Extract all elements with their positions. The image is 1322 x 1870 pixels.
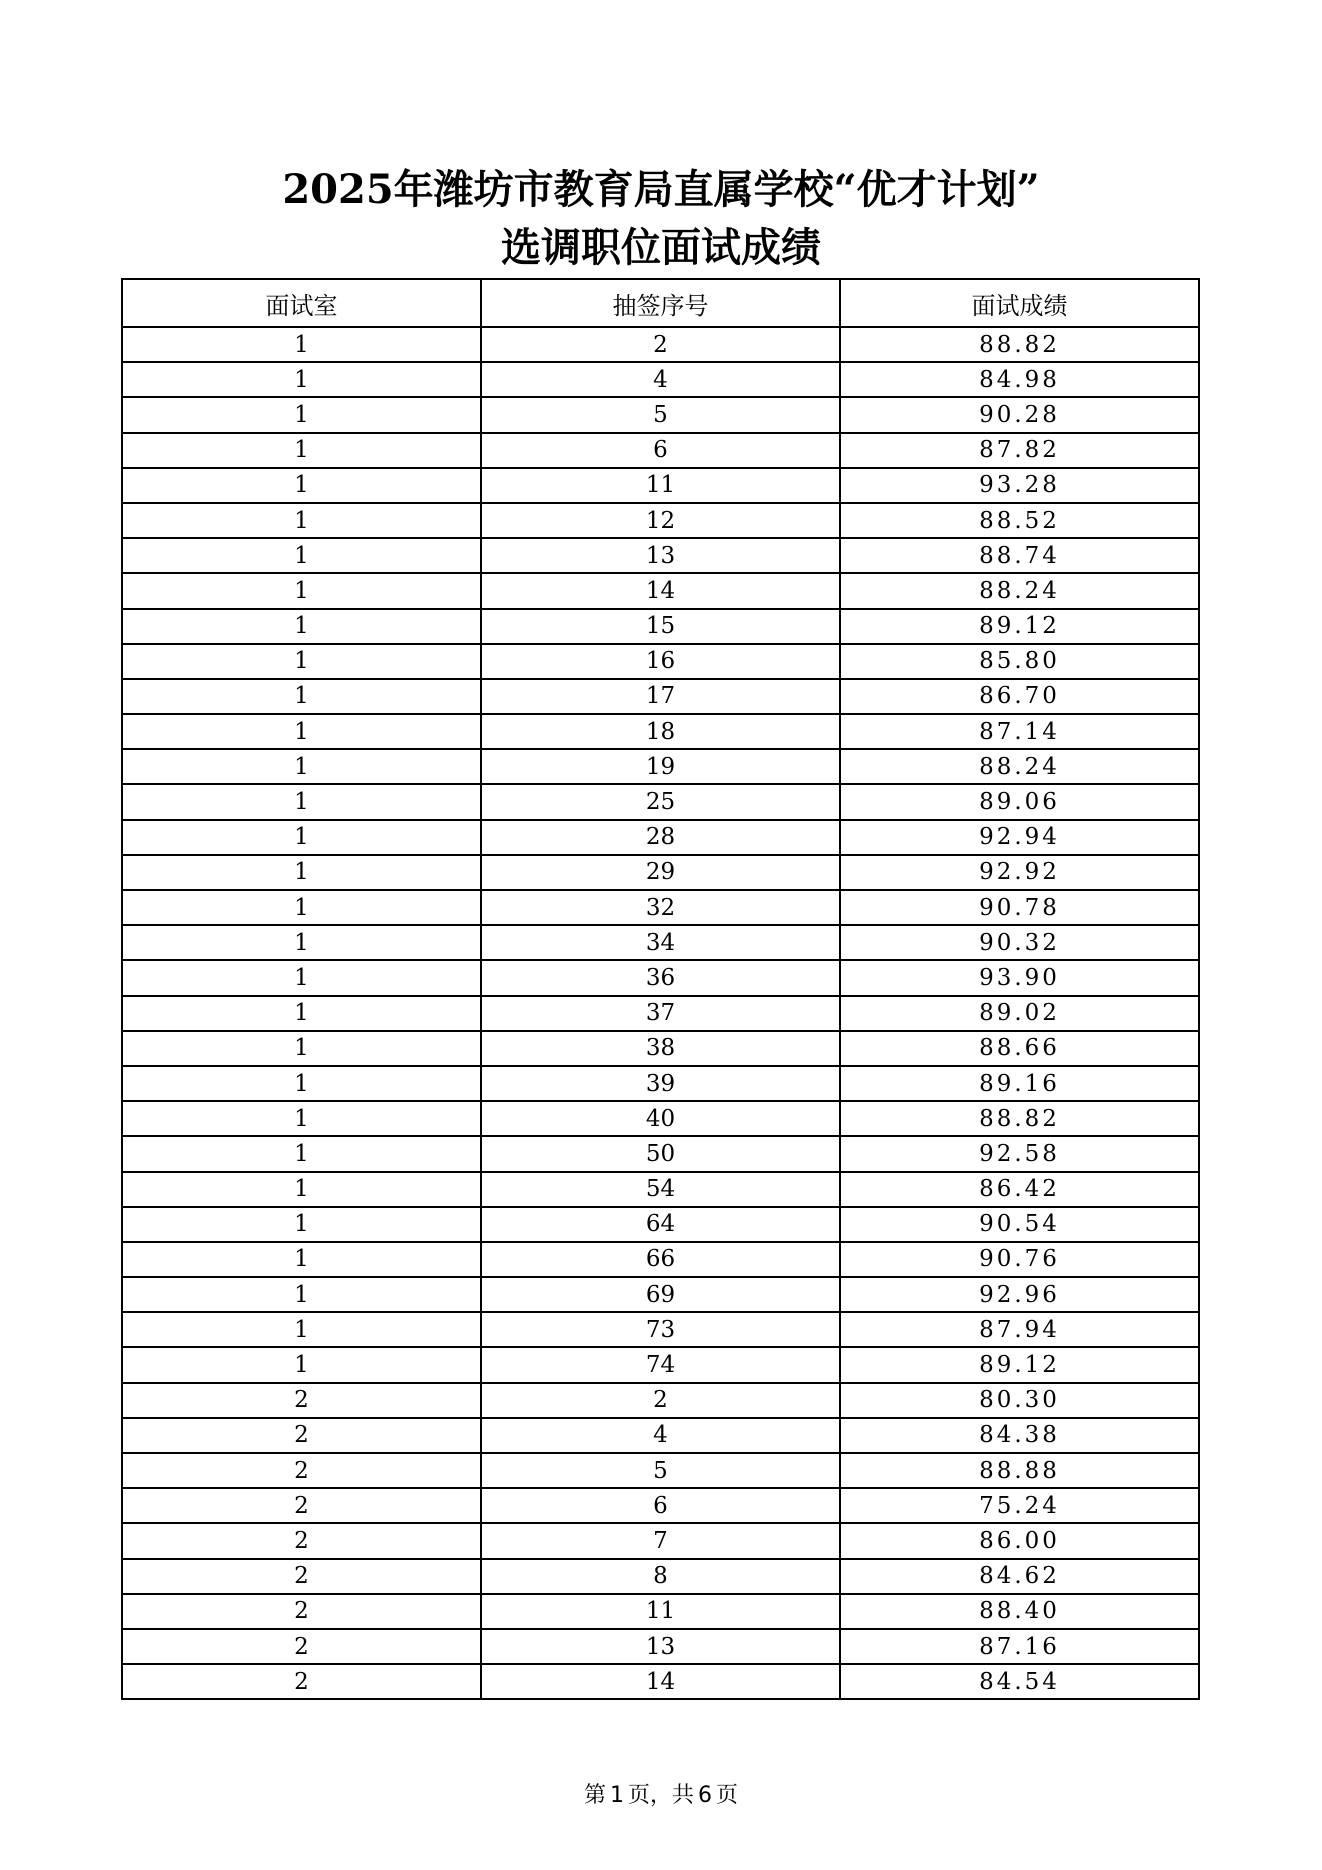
room-cell: 1 [122,433,481,468]
table-row [122,996,1199,1031]
table-row [122,1664,1199,1699]
score-cell: 84.98 [840,362,1199,397]
draw-number-cell: 6 [481,433,840,468]
score-cell: 80.30 [840,1383,1199,1418]
draw-number-cell: 5 [481,1453,840,1488]
room-cell: 1 [122,714,481,749]
table-row [122,820,1199,855]
score-cell: 88.52 [840,503,1199,538]
score-cell: 86.42 [840,1172,1199,1207]
draw-number-cell: 38 [481,1031,840,1066]
table-row [122,1629,1199,1664]
table-row [122,538,1199,573]
room-cell: 1 [122,1066,481,1101]
table-row [122,1312,1199,1347]
score-cell: 84.62 [840,1559,1199,1594]
room-cell: 1 [122,362,481,397]
score-cell: 92.92 [840,855,1199,890]
score-cell: 87.14 [840,714,1199,749]
table-row [122,1418,1199,1453]
score-cell: 87.16 [840,1629,1199,1664]
table-row [122,327,1199,362]
score-cell: 87.94 [840,1312,1199,1347]
draw-number-cell: 39 [481,1066,840,1101]
table-row [122,1242,1199,1277]
room-cell: 1 [122,749,481,784]
draw-number-cell: 69 [481,1277,840,1312]
score-cell: 86.00 [840,1523,1199,1558]
score-cell: 89.12 [840,609,1199,644]
draw-number-cell: 14 [481,1664,840,1699]
draw-number-cell: 5 [481,397,840,432]
page-footer [0,1778,1322,1809]
room-cell: 1 [122,996,481,1031]
table-row [122,468,1199,503]
footer-middle: 页，共 [627,1783,694,1808]
room-cell: 1 [122,573,481,608]
header-draw-number: 抽签序号 [481,279,840,327]
draw-number-cell: 12 [481,503,840,538]
draw-number-cell: 15 [481,609,840,644]
score-cell: 90.78 [840,890,1199,925]
score-cell: 87.82 [840,433,1199,468]
room-cell: 2 [122,1488,481,1523]
table-row [122,573,1199,608]
draw-number-cell: 34 [481,925,840,960]
score-cell: 89.02 [840,996,1199,1031]
table-body [122,327,1199,1699]
room-cell: 1 [122,327,481,362]
table-row [122,1488,1199,1523]
draw-number-cell: 2 [481,1383,840,1418]
draw-number-cell: 4 [481,1418,840,1453]
draw-number-cell: 19 [481,749,840,784]
room-cell: 2 [122,1594,481,1629]
room-cell: 1 [122,538,481,573]
table-row [122,960,1199,995]
draw-number-cell: 14 [481,573,840,608]
table-row [122,1207,1199,1242]
table-row [122,714,1199,749]
score-cell: 93.90 [840,960,1199,995]
score-cell: 88.74 [840,538,1199,573]
score-cell: 84.38 [840,1418,1199,1453]
page-title-line-2: 选调职位面试成绩 [501,224,821,271]
score-cell: 88.82 [840,1101,1199,1136]
footer-page-number: 1 [609,1783,624,1808]
score-cell: 92.94 [840,820,1199,855]
draw-number-cell: 18 [481,714,840,749]
draw-number-cell: 54 [481,1172,840,1207]
score-cell: 89.16 [840,1066,1199,1101]
table-row [122,1066,1199,1101]
score-cell: 90.32 [840,925,1199,960]
draw-number-cell: 6 [481,1488,840,1523]
draw-number-cell: 17 [481,679,840,714]
table-row [122,1172,1199,1207]
room-cell: 1 [122,1312,481,1347]
footer-total-pages: 6 [698,1783,712,1808]
room-cell: 1 [122,1347,481,1382]
room-cell: 1 [122,1136,481,1171]
room-cell: 1 [122,1101,481,1136]
table-row [122,855,1199,890]
room-cell: 1 [122,784,481,819]
draw-number-cell: 74 [481,1347,840,1382]
score-cell: 93.28 [840,468,1199,503]
table-row [122,609,1199,644]
table-row [122,890,1199,925]
table-header-row [122,279,1199,327]
room-cell: 1 [122,468,481,503]
score-cell: 86.70 [840,679,1199,714]
draw-number-cell: 13 [481,538,840,573]
draw-number-cell: 11 [481,1594,840,1629]
room-cell: 2 [122,1629,481,1664]
score-cell: 92.96 [840,1277,1199,1312]
room-cell: 2 [122,1559,481,1594]
score-cell: 88.24 [840,749,1199,784]
score-cell: 88.24 [840,573,1199,608]
room-cell: 1 [122,890,481,925]
draw-number-cell: 25 [481,784,840,819]
draw-number-cell: 36 [481,960,840,995]
header-interview-room: 面试室 [122,279,481,327]
table-row [122,503,1199,538]
draw-number-cell: 66 [481,1242,840,1277]
table-row [122,749,1199,784]
score-cell: 85.80 [840,644,1199,679]
score-cell: 88.40 [840,1594,1199,1629]
score-cell: 75.24 [840,1488,1199,1523]
page-title-line-1: 2025年潍坊市教育局直属学校“优才计划” [282,166,1040,213]
room-cell: 2 [122,1453,481,1488]
draw-number-cell: 11 [481,468,840,503]
room-cell: 1 [122,1207,481,1242]
score-cell: 89.06 [840,784,1199,819]
score-cell: 92.58 [840,1136,1199,1171]
room-cell: 1 [122,820,481,855]
draw-number-cell: 64 [481,1207,840,1242]
room-cell: 2 [122,1523,481,1558]
table-row [122,1383,1199,1418]
draw-number-cell: 29 [481,855,840,890]
room-cell: 1 [122,1172,481,1207]
draw-number-cell: 50 [481,1136,840,1171]
draw-number-cell: 32 [481,890,840,925]
room-cell: 1 [122,960,481,995]
table-row [122,1031,1199,1066]
room-cell: 2 [122,1418,481,1453]
footer-prefix: 第 [583,1783,606,1808]
draw-number-cell: 28 [481,820,840,855]
table-row [122,397,1199,432]
table-row [122,433,1199,468]
draw-number-cell: 4 [481,362,840,397]
draw-number-cell: 16 [481,644,840,679]
room-cell: 1 [122,397,481,432]
table-row [122,1523,1199,1558]
draw-number-cell: 7 [481,1523,840,1558]
table-row [122,1101,1199,1136]
room-cell: 1 [122,679,481,714]
room-cell: 1 [122,1031,481,1066]
draw-number-cell: 37 [481,996,840,1031]
score-cell: 88.66 [840,1031,1199,1066]
room-cell: 2 [122,1664,481,1699]
room-cell: 1 [122,1242,481,1277]
table-row [122,1347,1199,1382]
draw-number-cell: 40 [481,1101,840,1136]
footer-suffix: 页 [716,1783,739,1808]
table-row [122,1277,1199,1312]
room-cell: 1 [122,925,481,960]
draw-number-cell: 2 [481,327,840,362]
room-cell: 2 [122,1383,481,1418]
table-row [122,925,1199,960]
room-cell: 1 [122,503,481,538]
room-cell: 1 [122,644,481,679]
table-row [122,1453,1199,1488]
score-cell: 90.54 [840,1207,1199,1242]
header-interview-score: 面试成绩 [840,279,1199,327]
score-cell: 90.76 [840,1242,1199,1277]
score-cell: 89.12 [840,1347,1199,1382]
table-row [122,1594,1199,1629]
table-row [122,362,1199,397]
draw-number-cell: 8 [481,1559,840,1594]
table-row [122,644,1199,679]
table-row [122,679,1199,714]
score-cell: 90.28 [840,397,1199,432]
table-row [122,784,1199,819]
interview-score-table [121,278,1200,1700]
room-cell: 1 [122,855,481,890]
draw-number-cell: 73 [481,1312,840,1347]
score-cell: 88.88 [840,1453,1199,1488]
draw-number-cell: 13 [481,1629,840,1664]
room-cell: 1 [122,1277,481,1312]
table-row [122,1136,1199,1171]
room-cell: 1 [122,609,481,644]
table-row [122,1559,1199,1594]
score-cell: 84.54 [840,1664,1199,1699]
score-cell: 88.82 [840,327,1199,362]
